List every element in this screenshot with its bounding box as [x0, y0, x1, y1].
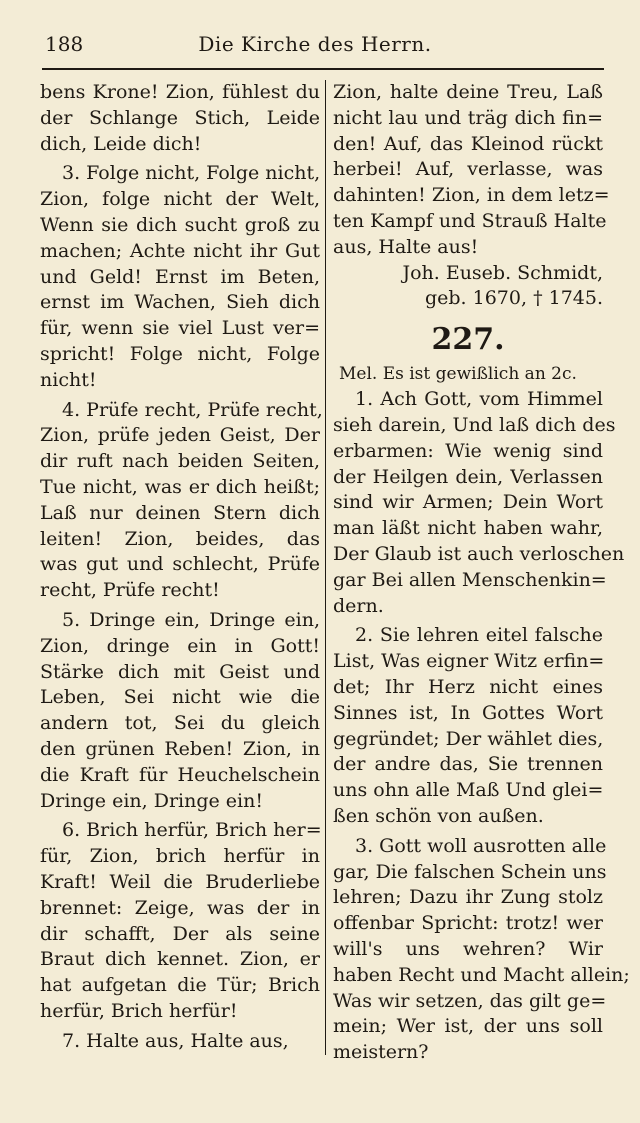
right-column: [333, 80, 630, 1070]
text-line: haben Recht und Macht allein;: [333, 963, 630, 986]
text-line: der Schlange Stich, Leide: [40, 106, 320, 129]
text-line: herbei! Auf, verlasse, was: [333, 158, 603, 181]
text-line: dich, Leide dich!: [40, 132, 202, 155]
text-line: det; Ihr Herz nicht eines: [333, 675, 603, 698]
text-line: sieh darein, Und laß dich des: [333, 413, 616, 436]
text-line: aus, Halte aus!: [333, 235, 479, 258]
text-line: Der Glaub ist auch verloschen: [333, 542, 625, 565]
text-line: gar, Die falschen Schein uns: [333, 860, 607, 883]
text-line: machen; Achte nicht ihr Gut: [40, 239, 320, 262]
text-line: nicht lau und träg dich fin=: [333, 106, 603, 129]
text-line: Braut dich kennet. Zion, er: [40, 948, 320, 971]
previous-hymn-ending: [333, 80, 610, 261]
text-line: 6. Brich herfür, Brich her=: [62, 819, 322, 842]
text-line: leiten! Zion, beides, das: [40, 527, 320, 550]
hymn-stanzas: [333, 387, 630, 1066]
text-line: andern tot, Sei du gleich: [40, 712, 320, 735]
stanza: [40, 398, 323, 604]
text-line: offenbar Spricht: trotz! wer: [333, 912, 603, 935]
text-line: brennet: Zeige, was der in: [40, 896, 320, 919]
text-line: recht, Prüfe recht!: [40, 579, 220, 602]
text-line: die Kraft für Heuchelschein: [40, 763, 320, 786]
page-number: 188: [45, 32, 84, 56]
text-line: nicht!: [40, 368, 97, 391]
header-rule: [42, 68, 604, 70]
stanza: [333, 387, 625, 619]
stanza: [40, 161, 320, 393]
text-line: Leben, Sei nicht wie die: [40, 686, 320, 709]
text-line: spricht! Folge nicht, Folge: [40, 342, 320, 365]
text-line: man läßt nicht haben wahr,: [333, 517, 603, 540]
text-line: hat aufgetan die Tür; Brich: [40, 974, 320, 997]
stanza: [40, 818, 320, 1024]
hymn-number: 227.: [431, 322, 505, 358]
text-line: gar Bei allen Menschenkin=: [333, 568, 607, 591]
text-line: List, Was eigner Witz erfin=: [333, 650, 605, 673]
text-line: 2. Sie lehren eitel falsche: [355, 624, 603, 647]
text-line: Was wir setzen, das gilt ge=: [333, 989, 607, 1012]
text-line: Kraft! Weil die Bruderliebe: [40, 870, 320, 893]
stanza: [40, 80, 320, 157]
text-line: uns ohn alle Maß Und glei=: [333, 779, 604, 802]
text-line: will's uns wehren? Wir: [333, 937, 603, 960]
text-line: 7. Halte aus, Halte aus,: [62, 1029, 289, 1052]
text-line: dir schafft, Der als seine: [40, 922, 320, 945]
text-line: für, wenn sie viel Lust ver=: [40, 317, 320, 340]
text-line: dern.: [333, 594, 384, 617]
text-line: Laß nur deinen Stern dich: [40, 501, 320, 524]
running-title: Die Kirche des Herrn.: [198, 32, 432, 56]
text-line: Wenn sie dich sucht groß zu: [40, 213, 320, 236]
text-line: 3. Folge nicht, Folge nicht,: [62, 162, 321, 185]
text-line: mein; Wer ist, der uns soll: [333, 1015, 603, 1038]
text-line: 1. Ach Gott, vom Himmel: [355, 388, 603, 411]
stanza: [40, 1029, 320, 1055]
text-line: Zion, dringe ein in Gott!: [40, 634, 320, 657]
left-column: [40, 80, 323, 1058]
text-line: 3. Gott woll ausrotten alle: [355, 834, 607, 857]
text-line: ernst im Wachen, Sieh dich: [40, 291, 320, 314]
text-line: gegründet; Der wählet dies,: [333, 727, 604, 750]
column-divider: [325, 80, 326, 1055]
text-line: was gut und schlecht, Prüfe: [40, 553, 320, 576]
text-line: ßen schön von außen.: [333, 804, 544, 827]
text-line: Zion, prüfe jeden Geist, Der: [40, 424, 320, 447]
text-line: und Geld! Ernst im Beten,: [40, 265, 320, 288]
text-line: der andre das, Sie trennen: [333, 753, 603, 776]
stanza: [333, 834, 630, 1066]
text-line: Zion, folge nicht der Welt,: [40, 188, 320, 211]
text-line: den! Auf, das Kleinod rückt: [333, 132, 603, 155]
text-line: Tue nicht, was er dich heißt;: [40, 475, 320, 498]
text-line: dahinten! Zion, in dem letz=: [333, 184, 610, 207]
text-line: meistern?: [333, 1041, 429, 1064]
text-line: Sinnes ist, In Gottes Wort: [333, 701, 603, 724]
text-line: den grünen Reben! Zion, in: [40, 737, 320, 760]
stanza: [333, 623, 603, 829]
text-line: ten Kampf und Strauß Halte: [333, 209, 607, 232]
text-line: herfür, Brich herfür!: [40, 999, 238, 1022]
text-line: Zion, halte deine Treu, Laß: [333, 81, 603, 103]
stanza: [40, 608, 320, 814]
author-dates: geb. 1670, † 1745.: [424, 287, 603, 310]
text-line: erbarmen: Wie wenig sind: [333, 439, 603, 462]
text-line: 5. Dringe ein, Dringe ein,: [62, 608, 320, 631]
text-line: bens Krone! Zion, fühlest du: [40, 81, 320, 103]
text-line: 4. Prüfe recht, Prüfe recht,: [62, 398, 323, 421]
text-line: Stärke dich mit Geist und: [40, 660, 320, 683]
text-line: sind wir Armen; Dein Wort: [333, 491, 603, 514]
text-line: Dringe ein, Dringe ein!: [40, 789, 263, 812]
text-line: für, Zion, brich herfür in: [40, 845, 320, 868]
text-line: dir ruft nach beiden Seiten,: [40, 450, 320, 473]
text-line: der Heilgen dein, Verlassen: [333, 465, 603, 488]
page-header: [45, 32, 605, 62]
author-name: Joh. Euseb. Schmidt,: [402, 261, 603, 284]
text-line: lehren; Dazu ihr Zung stolz: [333, 886, 603, 909]
melody-line: Mel. Es ist gewißlich an 2c.: [339, 364, 577, 385]
